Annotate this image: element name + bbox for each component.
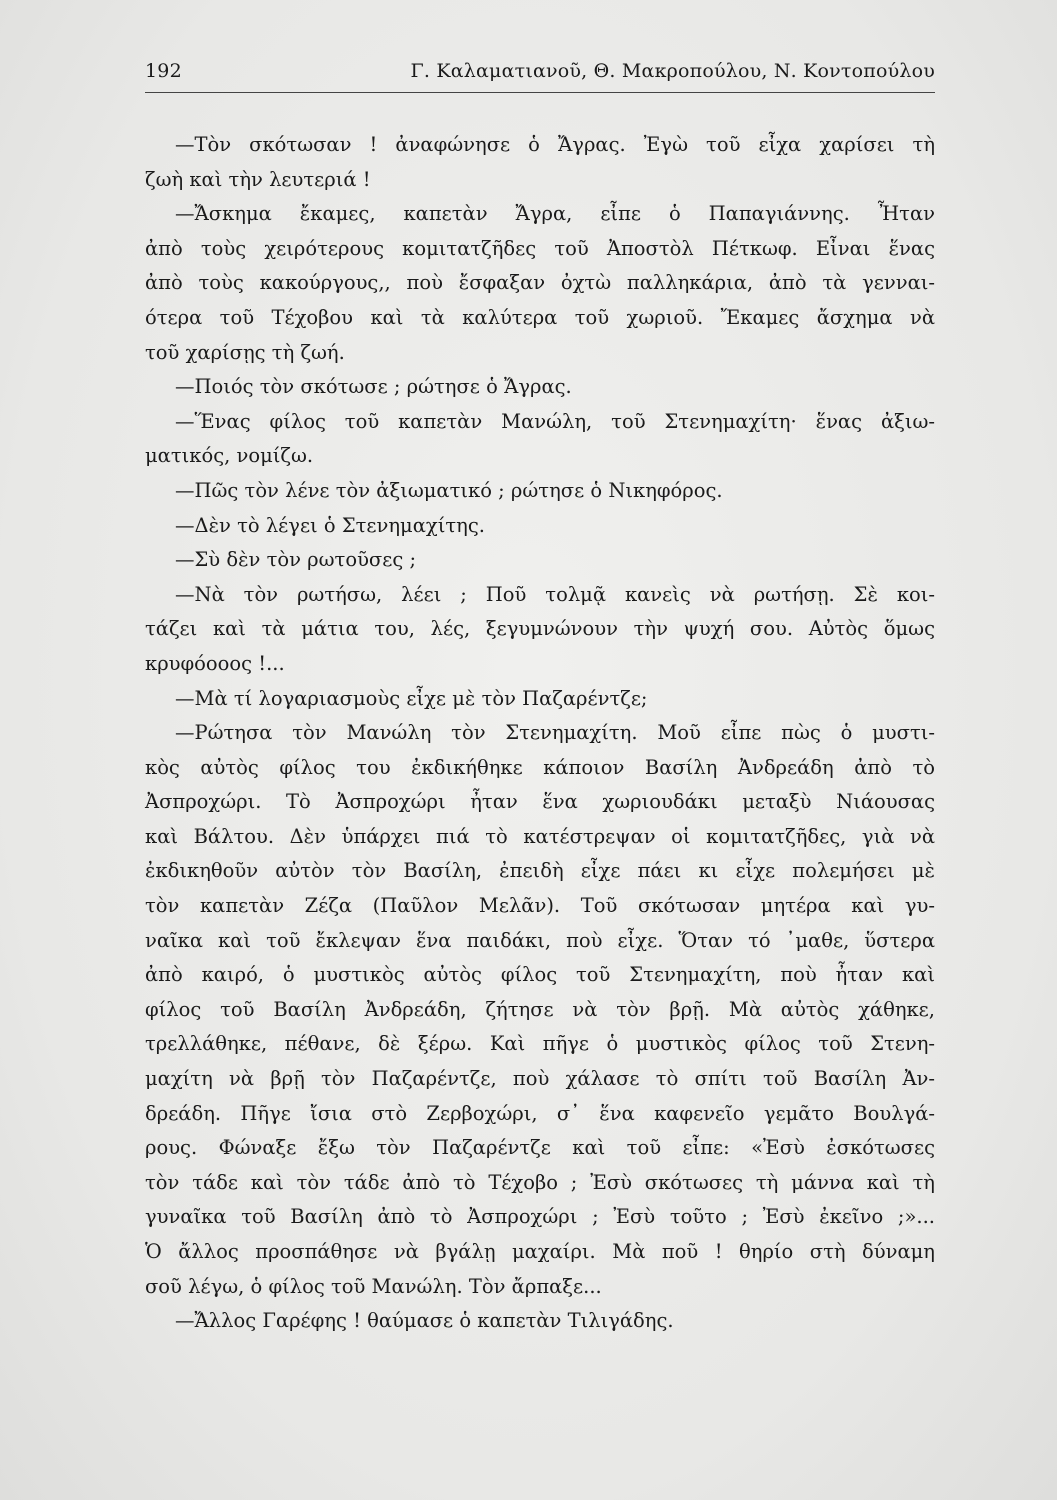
text-line: τὸν καπετὰν Ζέζα (Παῦλον Μελᾶν). Τοῦ σκότωσαν μητέρα καὶ γυ- — [145, 894, 935, 918]
text-line: ναῖκα καὶ τοῦ ἔκλεψαν ἕνα παιδάκι, ποὺ εἶχε. Ὅταν τό ᾽μαθε, ὕστερα — [145, 928, 935, 952]
text-line: τρελλάθηκε, πέθανε, δὲ ξέρω. Καὶ πῆγε ὁ μυστικὸς φίλος τοῦ Στενη- — [145, 1032, 935, 1056]
text-line: ζωὴ καὶ τὴν λευτεριά ! — [145, 167, 371, 191]
text-line: Ἀσπροχώρι. Τὸ Ἀσπροχώρι ἦταν ἕνα χωριουδάκι μεταξὺ Νιάουσας — [145, 790, 935, 814]
text-line: γυναῖκα τοῦ Βασίλη ἀπὸ τὸ Ἀσπροχώρι ; Ἐσὺ τοῦτο ; Ἐσὺ ἐκεῖνο ;»... — [145, 1205, 935, 1229]
text-line: —Νὰ τὸν ρωτήσω, λέει ; Ποῦ τολμᾷ κανεὶς νὰ ρωτήσῃ. Σὲ κοι- — [175, 582, 935, 606]
text-line: μαχίτη νὰ βρῇ τὸν Παζαρέντζε, ποὺ χάλασε τὸ σπίτι τοῦ Βασίλη Ἀν- — [145, 1067, 935, 1091]
text-line: —Ρώτησα τὸν Μανώλη τὸν Στενημαχίτη. Μοῦ εἶπε πὼς ὁ μυστι- — [175, 721, 935, 745]
text-line: καὶ Βάλτου. Δὲν ὑπάρχει πιά τὸ κατέστρεψαν οἱ κομιτατζῆδες, γιὰ νὰ — [145, 824, 935, 848]
text-line: Ὁ ἄλλος προσπάθησε νὰ βγάλῃ μαχαίρι. Μὰ ποῦ ! θηρίο στὴ δύναμη — [145, 1240, 935, 1263]
text-line: —Ἄλλος Γαρέφης ! θαύμασε ὁ καπετὰν Τιλιγάδης. — [175, 1309, 674, 1333]
text-line: ρους. Φώναξε ἔξω τὸν Παζαρέντζε καὶ τοῦ εἶπε: «Ἐσὺ ἐσκότωσες — [145, 1136, 935, 1160]
text-line: ἀπὸ τοὺς χειρότερους κομιτατζῆδες τοῦ Ἀποστὸλ Πέτκωφ. Εἶναι ἕνας — [145, 236, 935, 260]
running-head-authors: Γ. Καλαματιανοῦ, Θ. Μακροπούλου, Ν. Κοντοπούλου — [410, 60, 935, 82]
page-number: 192 — [145, 60, 182, 82]
text-line: ότερα τοῦ Τέχοβου καὶ τὰ καλύτερα τοῦ χωριοῦ. Ἔκαμες ἄσχημα νὰ — [145, 305, 935, 329]
text-line: —Σὺ δὲν τὸν ρωτοῦσες ; — [175, 548, 417, 572]
text-line: κὸς αὐτὸς φίλος του ἐκδικήθηκε κάποιον Βασίλη Ἀνδρεάδη ἀπὸ τὸ — [145, 755, 935, 779]
body-text — [145, 128, 935, 1339]
text-line: —Τὸν σκότωσαν ! ἀναφώνησε ὁ Ἄγρας. Ἐγὼ τοῦ εἶχα χαρίσει τὴ — [175, 133, 935, 156]
header-rule — [145, 92, 935, 93]
text-line: —Δὲν τὸ λέγει ὁ Στενημαχίτης. — [175, 513, 485, 537]
text-line: ἀπὸ τοὺς κακούργους,, ποὺ ἔσφαξαν ὀχτὼ παλληκάρια, ἀπὸ τὰ γενναι- — [145, 271, 935, 295]
text-line: —Ποιός τὸν σκότωσε ; ρώτησε ὁ Ἄγρας. — [175, 375, 572, 399]
text-line: —Μὰ τί λογαριασμοὺς εἶχε μὲ τὸν Παζαρέντζε; — [175, 686, 648, 710]
page-header — [145, 56, 935, 88]
text-line: δρεάδη. Πῆγε ἴσια στὸ Ζερβοχώρι, σ᾽ ἕνα καφενεῖο γεμᾶτο Βουλγά- — [145, 1101, 935, 1125]
text-line: —Πῶς τὸν λένε τὸν ἀξιωματικό ; ρώτησε ὁ Νικηφόρος. — [175, 478, 723, 502]
text-line: κρυφόοοος !... — [145, 651, 285, 675]
text-line: σοῦ λέγω, ὁ φίλος τοῦ Μανώλη. Τὸν ἄρπαξε... — [145, 1274, 602, 1298]
text-line: —Ἄσκημα ἔκαμες, καπετὰν Ἄγρα, εἶπε ὁ Παπαγιάννης. Ἦταν — [175, 202, 935, 226]
text-line: ἀπὸ καιρό, ὁ μυστικὸς αὐτὸς φίλος τοῦ Στενημαχίτη, ποὺ ἦταν καὶ — [145, 963, 935, 987]
text-line: τοῦ χαρίσῃς τὴ ζωή. — [145, 340, 345, 364]
text-line: ἐκδικηθοῦν αὐτὸν τὸν Βασίλη, ἐπειδὴ εἶχε πάει κι εἶχε πολεμήσει μὲ — [145, 859, 935, 883]
text-line: —Ἕνας φίλος τοῦ καπετὰν Μανώλη, τοῦ Στενημαχίτη· ἕνας ἀξιω- — [175, 409, 935, 433]
text-line: φίλος τοῦ Βασίλη Ἀνδρεάδη, ζήτησε νὰ τὸν βρῇ. Μὰ αὐτὸς χάθηκε, — [145, 997, 935, 1021]
text-line: τάζει καὶ τὰ μάτια του, λές, ξεγυμνώνουν τὴν ψυχή σου. Αὐτὸς ὅμως — [145, 617, 935, 641]
text-line: ματικός, νομίζω. — [145, 444, 314, 468]
text-line: τὸν τάδε καὶ τὸν τάδε ἀπὸ τὸ Τέχοβο ; Ἐσὺ σκότωσες τὴ μάννα καὶ τὴ — [145, 1170, 935, 1194]
